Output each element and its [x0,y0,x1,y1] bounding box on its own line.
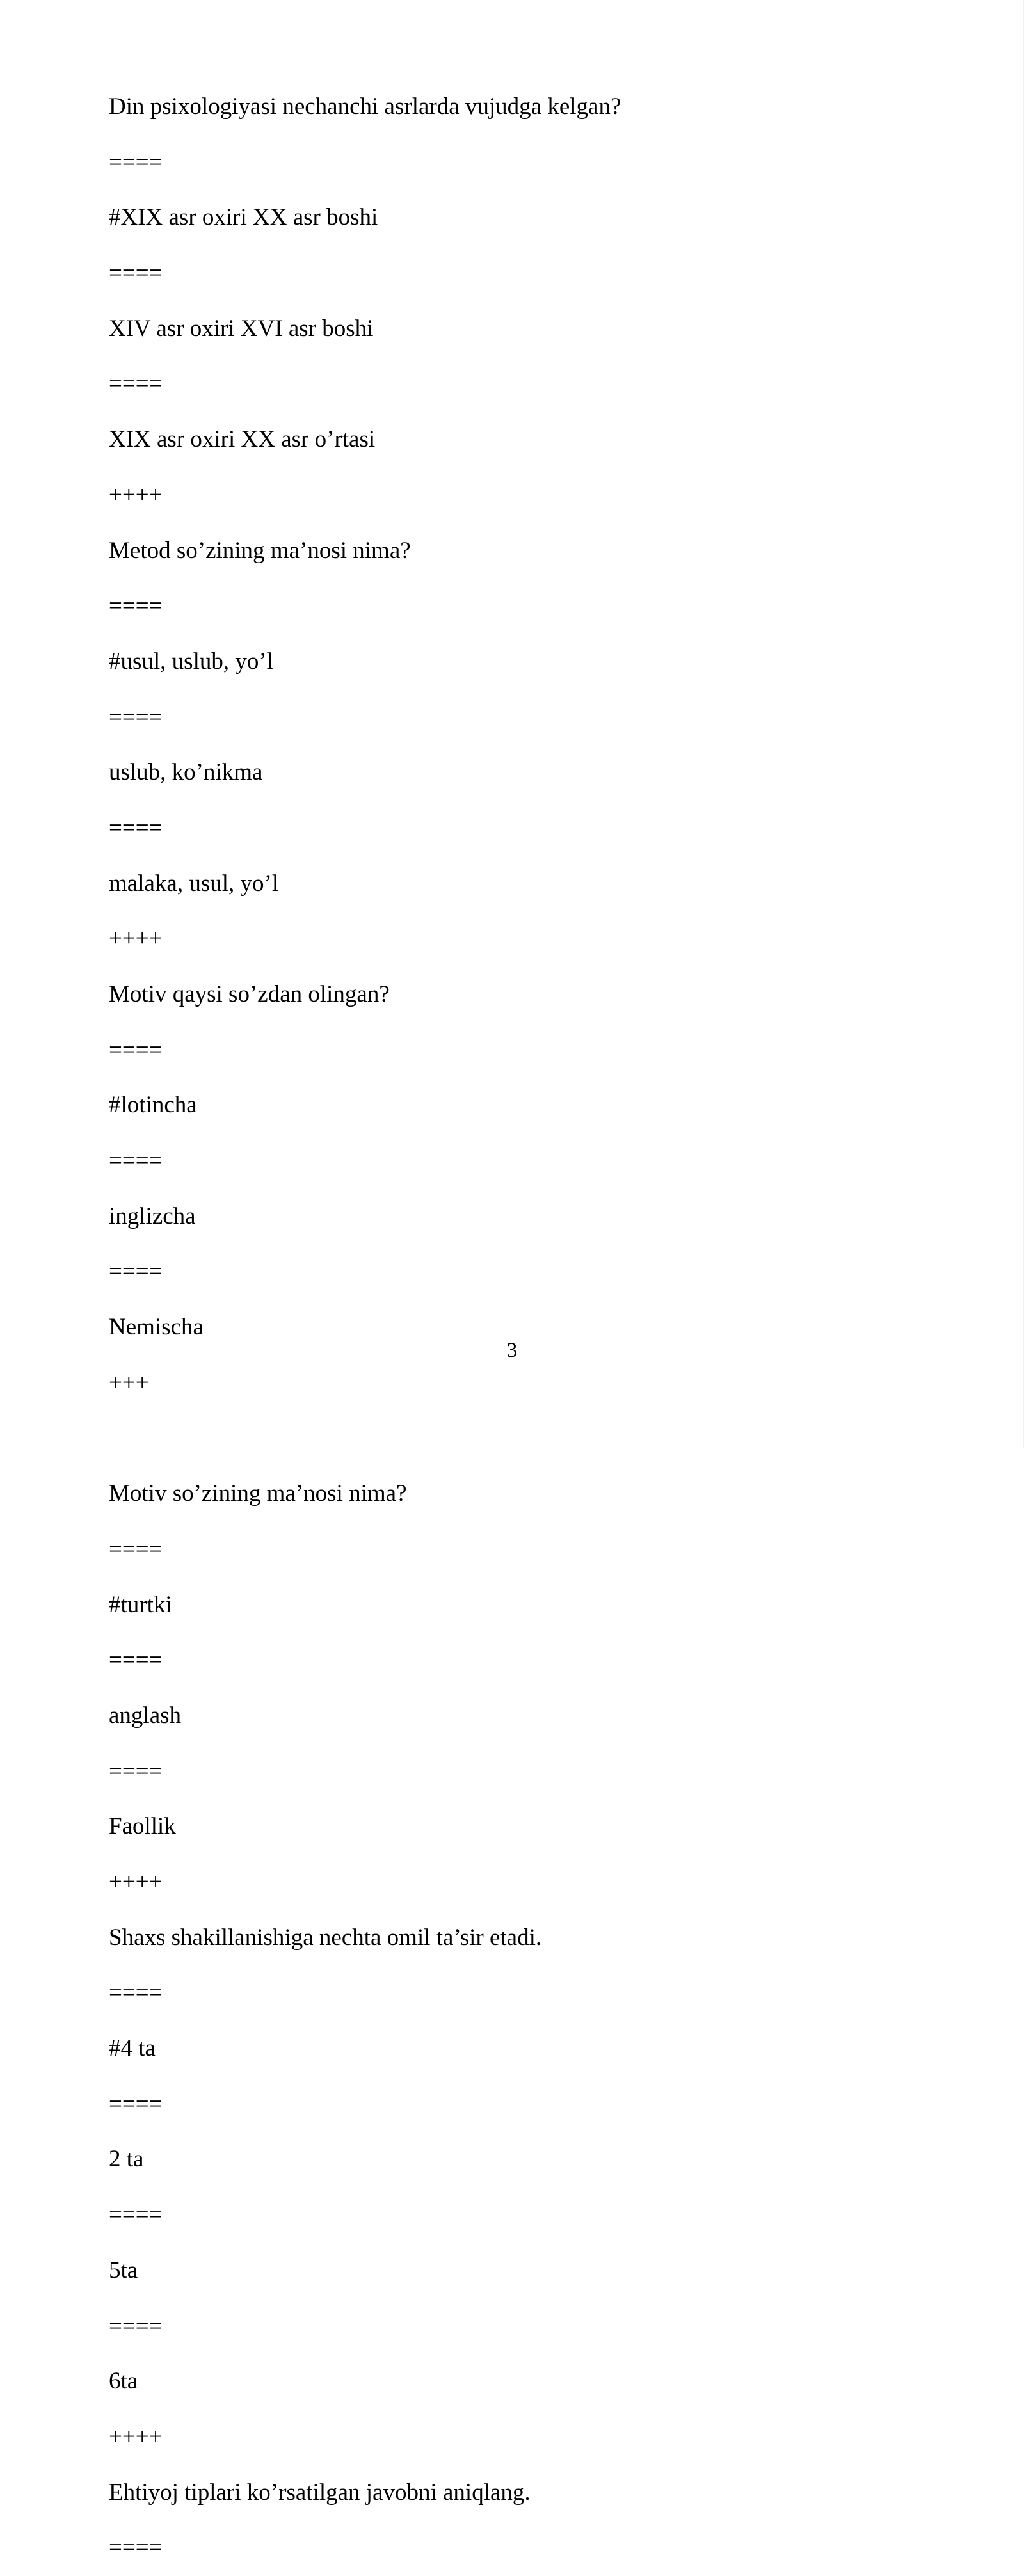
answer-text: 2 ta [109,2146,144,2173]
answer-text: inglizcha [109,1203,196,1229]
question-text: Ehtiyoj tiplari ko’rsatilgan javobni aniqlang. [109,2479,531,2506]
answer-text: Nemischa [109,1314,204,1341]
separator: ==== [109,260,163,287]
separator: ==== [109,593,163,620]
answer-text: XIV asr oxiri XVI asr boshi [109,315,374,342]
blank-line [109,1411,941,1467]
answer-text: #lotincha [109,1092,197,1119]
separator: ==== [109,2090,163,2117]
answer-text: #usul, uslub, yo’l [109,648,273,675]
answer-text: anglash [109,1702,182,1729]
separator: ==== [109,371,163,397]
separator: ==== [109,1980,163,2006]
answer-text: XIX asr oxiri XX asr o’rtasi [109,426,376,453]
answer-text: #4 ta [109,2035,156,2062]
answer-text: #XIX asr oxiri XX asr boshi [109,204,378,231]
question-separator: ++++ [109,481,163,508]
separator: ==== [109,1535,163,1562]
question-separator: ++++ [109,925,163,952]
answer-text: malaka, usul, yo’l [109,870,279,897]
question-separator: ++++ [109,1869,163,1895]
answer-text: 6ta [109,2368,138,2395]
separator: ==== [109,1647,163,1674]
separator: ==== [109,1757,163,1784]
separator: ==== [109,1258,163,1285]
answer-text: #turtki [109,1591,172,1618]
separator: ==== [109,1148,163,1174]
question-separator: ++++ [109,2423,163,2450]
document-body [109,79,941,2576]
question-text: Metod so’zining ma’nosi nima? [109,537,411,564]
question-text: Shaxs shakillanishiga nechta omil ta’sir etadi. [109,1924,542,1951]
answer-text: 5ta [109,2257,138,2284]
question-separator: +++ [109,1369,149,1396]
separator: ==== [109,2202,163,2228]
answer-text: uslub, ko’nikma [109,759,263,786]
separator: ==== [109,2534,163,2561]
question-text: Motiv so’zining ma’nosi nima? [109,1480,407,1507]
separator: ==== [109,2312,163,2339]
separator: ==== [109,814,163,841]
separator: ==== [109,148,163,175]
question-text: Motiv qaysi so’zdan olingan? [109,981,390,1007]
separator: ==== [109,1036,163,1063]
answer-text: Faollik [109,1813,176,1840]
separator: ==== [109,703,163,730]
question-text: Din psixologiyasi nechanchi asrlarda vujudga kelgan? [109,93,621,120]
page-number: 3 [506,1339,518,1362]
